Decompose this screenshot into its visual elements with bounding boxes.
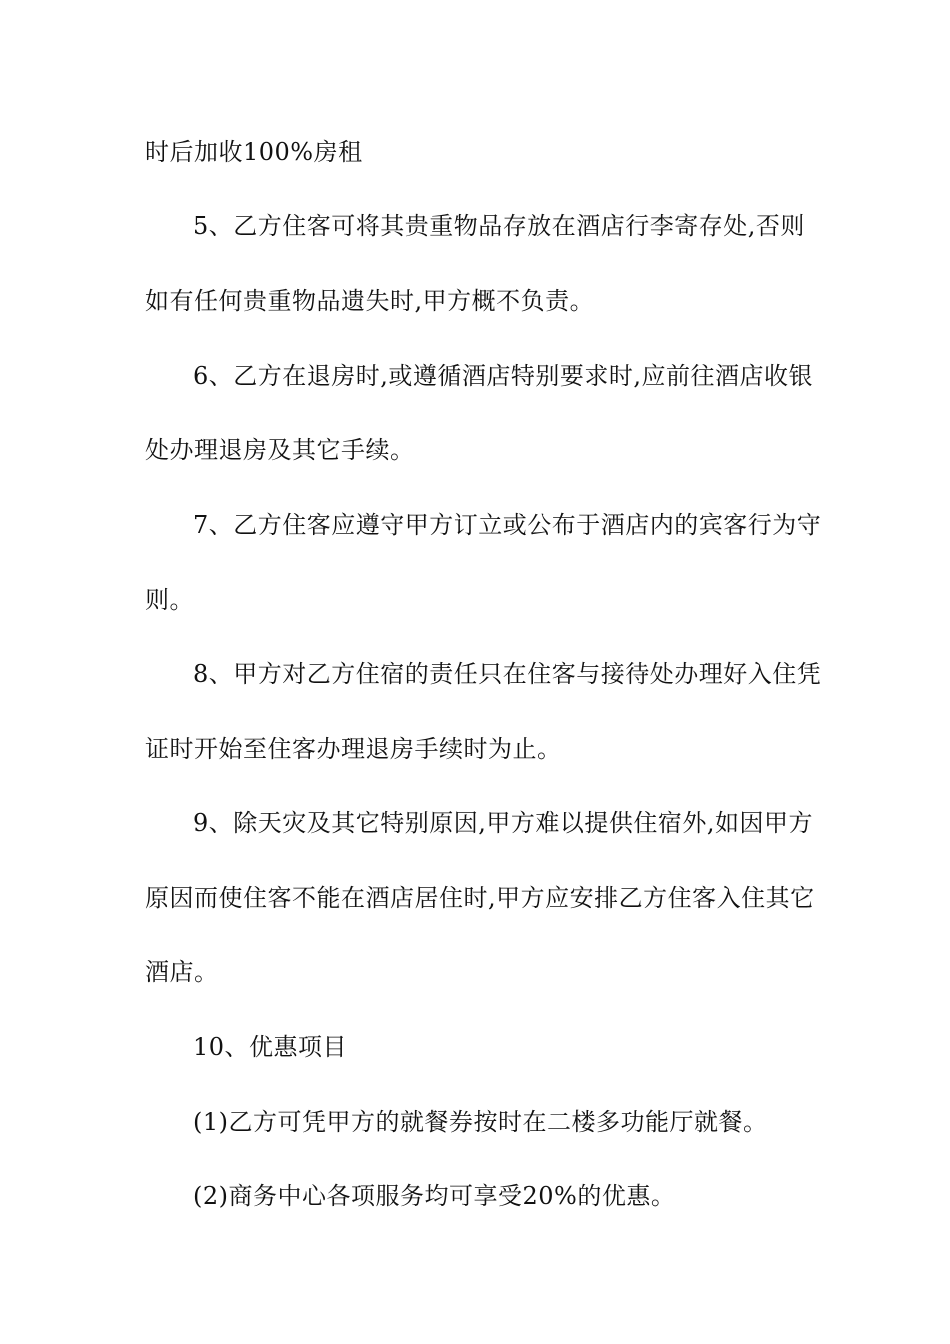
text-line: 处办理退房及其它手续。 <box>145 436 415 464</box>
text-line: 如有任何贵重物品遗失时,甲方概不负责。 <box>145 287 595 315</box>
text-line: 证时开始至住客办理退房手续时为止。 <box>145 735 562 763</box>
text-line: 8、甲方对乙方住宿的责任只在住客与接待处办理好入住凭 <box>193 660 822 688</box>
text-line: 6、乙方在退房时,或遵循酒店特别要求时,应前往酒店收银 <box>193 362 814 390</box>
text-line: 9、除天灾及其它特别原因,甲方难以提供住宿外,如因甲方 <box>193 809 814 837</box>
text-line: (1)乙方可凭甲方的就餐券按时在二楼多功能厅就餐。 <box>193 1108 768 1136</box>
text-line: 时后加收100%房租 <box>145 138 363 166</box>
text-line: 10、优惠项目 <box>193 1033 348 1061</box>
text-line: 则。 <box>145 586 194 614</box>
text-line: 7、乙方住客应遵守甲方订立或公布于酒店内的宾客行为守 <box>193 511 822 539</box>
text-line: 5、乙方住客可将其贵重物品存放在酒店行李寄存处,否则 <box>193 212 805 240</box>
text-line: (2)商务中心各项服务均可享受20%的优惠。 <box>193 1182 676 1210</box>
text-line: 原因而使住客不能在酒店居住时,甲方应安排乙方住客入住其它 <box>145 884 815 912</box>
text-line: 酒店。 <box>145 958 219 986</box>
